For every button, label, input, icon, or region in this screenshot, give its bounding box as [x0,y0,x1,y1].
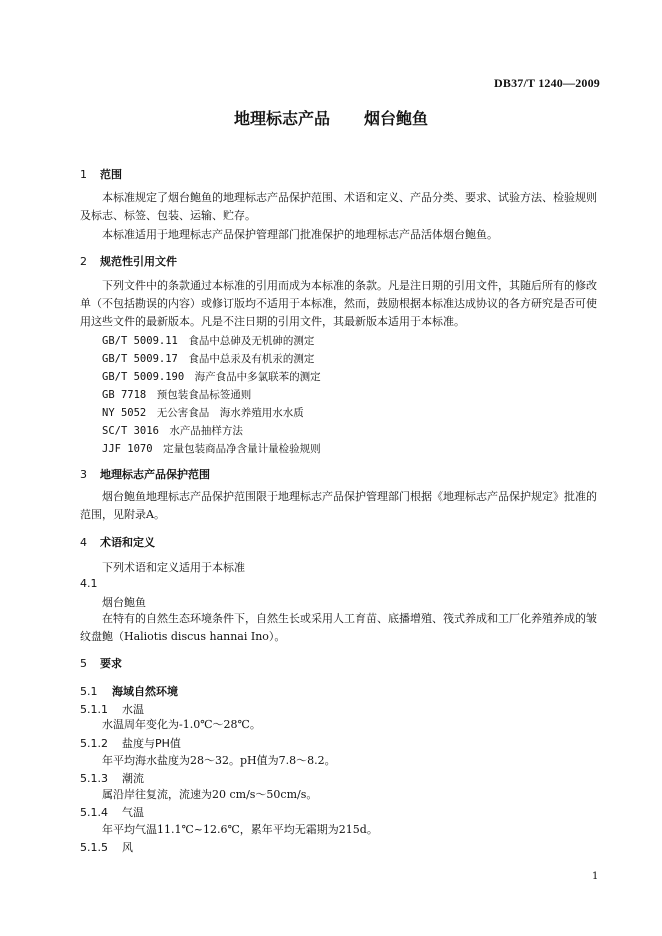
page-number: 1 [592,871,599,882]
section-1-heading: 1 范围 [80,168,122,181]
standard-number: DB37/T 1240—2009 [494,76,600,90]
term-name: 烟台鲍鱼 [102,596,146,609]
clause-heading: 5.1.5 风 [80,841,133,854]
reference-item: GB/T 5009.11 食品中总砷及无机砷的测定 [102,335,315,347]
section-3-paragraph-1: 烟台鲍鱼地理标志产品保护范围限于地理标志产品保护管理部门根据《地理标志产品保护规定》批准的范围，见附录A。 [80,490,597,521]
section-1-paragraph-2: 本标准适用于地理标志产品保护管理部门批准保护的地理标志产品活体烟台鲍鱼。 [102,228,498,241]
reference-item: SC/T 3016 水产品抽样方法 [102,425,243,437]
section-2-paragraph-1: 下列文件中的条款通过本标准的引用而成为本标准的条款。凡是注日期的引用文件，其随后所有的修改单（不包括勘误的内容）或修订版均不适用于本标准，然而，鼓励根据本标准达成协议的各方研究是否可使用这些文件的最新版本。凡是不注日期的引用文件，其最新版本适用于本标准。 [80,279,597,328]
clause-text: 属沿岸往复流，流速为20 cm/s～50cm/s。 [102,788,318,801]
reference-item: GB/T 5009.17 食品中总汞及有机汞的测定 [102,353,315,365]
section-4-heading: 4 术语和定义 [80,536,155,549]
section-5-heading: 5 要求 [80,657,122,670]
section-3-heading: 3 地理标志产品保护范围 [80,468,210,481]
reference-item: GB 7718 预包装食品标签通则 [102,389,252,401]
clause-text: 年平均气温11.1℃~12.6℃，累年平均无霜期为215d。 [102,823,378,836]
term-definition: 在特有的自然生态环境条件下，自然生长或采用人工育苗、底播增殖、筏式养成和工厂化养殖养成的皱纹盘鲍（Haliotis discus hannai Ino）。 [80,612,597,643]
clause-heading: 5.1.4 气温 [80,806,144,819]
clause-heading: 5.1.2 盐度与PH值 [80,737,181,750]
clause-text: 水温周年变化为-1.0℃～28℃。 [102,718,261,731]
term-number: 4.1 [80,577,98,590]
reference-item: JJF 1070 定量包装商品净含量计量检验规则 [102,443,321,455]
reference-item: GB/T 5009.190 海产食品中多氯联苯的测定 [102,371,321,383]
section-2-heading: 2 规范性引用文件 [80,255,177,268]
title-part-2: 烟台鲍鱼 [364,109,429,128]
section-1-paragraph-1: 本标准规定了烟台鲍鱼的地理标志产品保护范围、术语和定义、产品分类、要求、试验方法、检验规则及标志、标签、包装、运输、贮存。 [80,191,597,222]
section-4-paragraph-1: 下列术语和定义适用于本标准 [102,561,245,574]
reference-item: NY 5052 无公害食品 海水养殖用水水质 [102,407,304,419]
clause-heading: 5.1.3 潮流 [80,772,144,785]
title-part-1: 地理标志产品 [233,109,330,128]
document-title [0,106,662,129]
clause-text: 年平均海水盐度为28～32。pH值为7.8～8.2。 [102,754,336,767]
clause-heading: 5.1.1 水温 [80,703,144,716]
subsection-5-1-heading: 5.1 海域自然环境 [80,685,178,698]
